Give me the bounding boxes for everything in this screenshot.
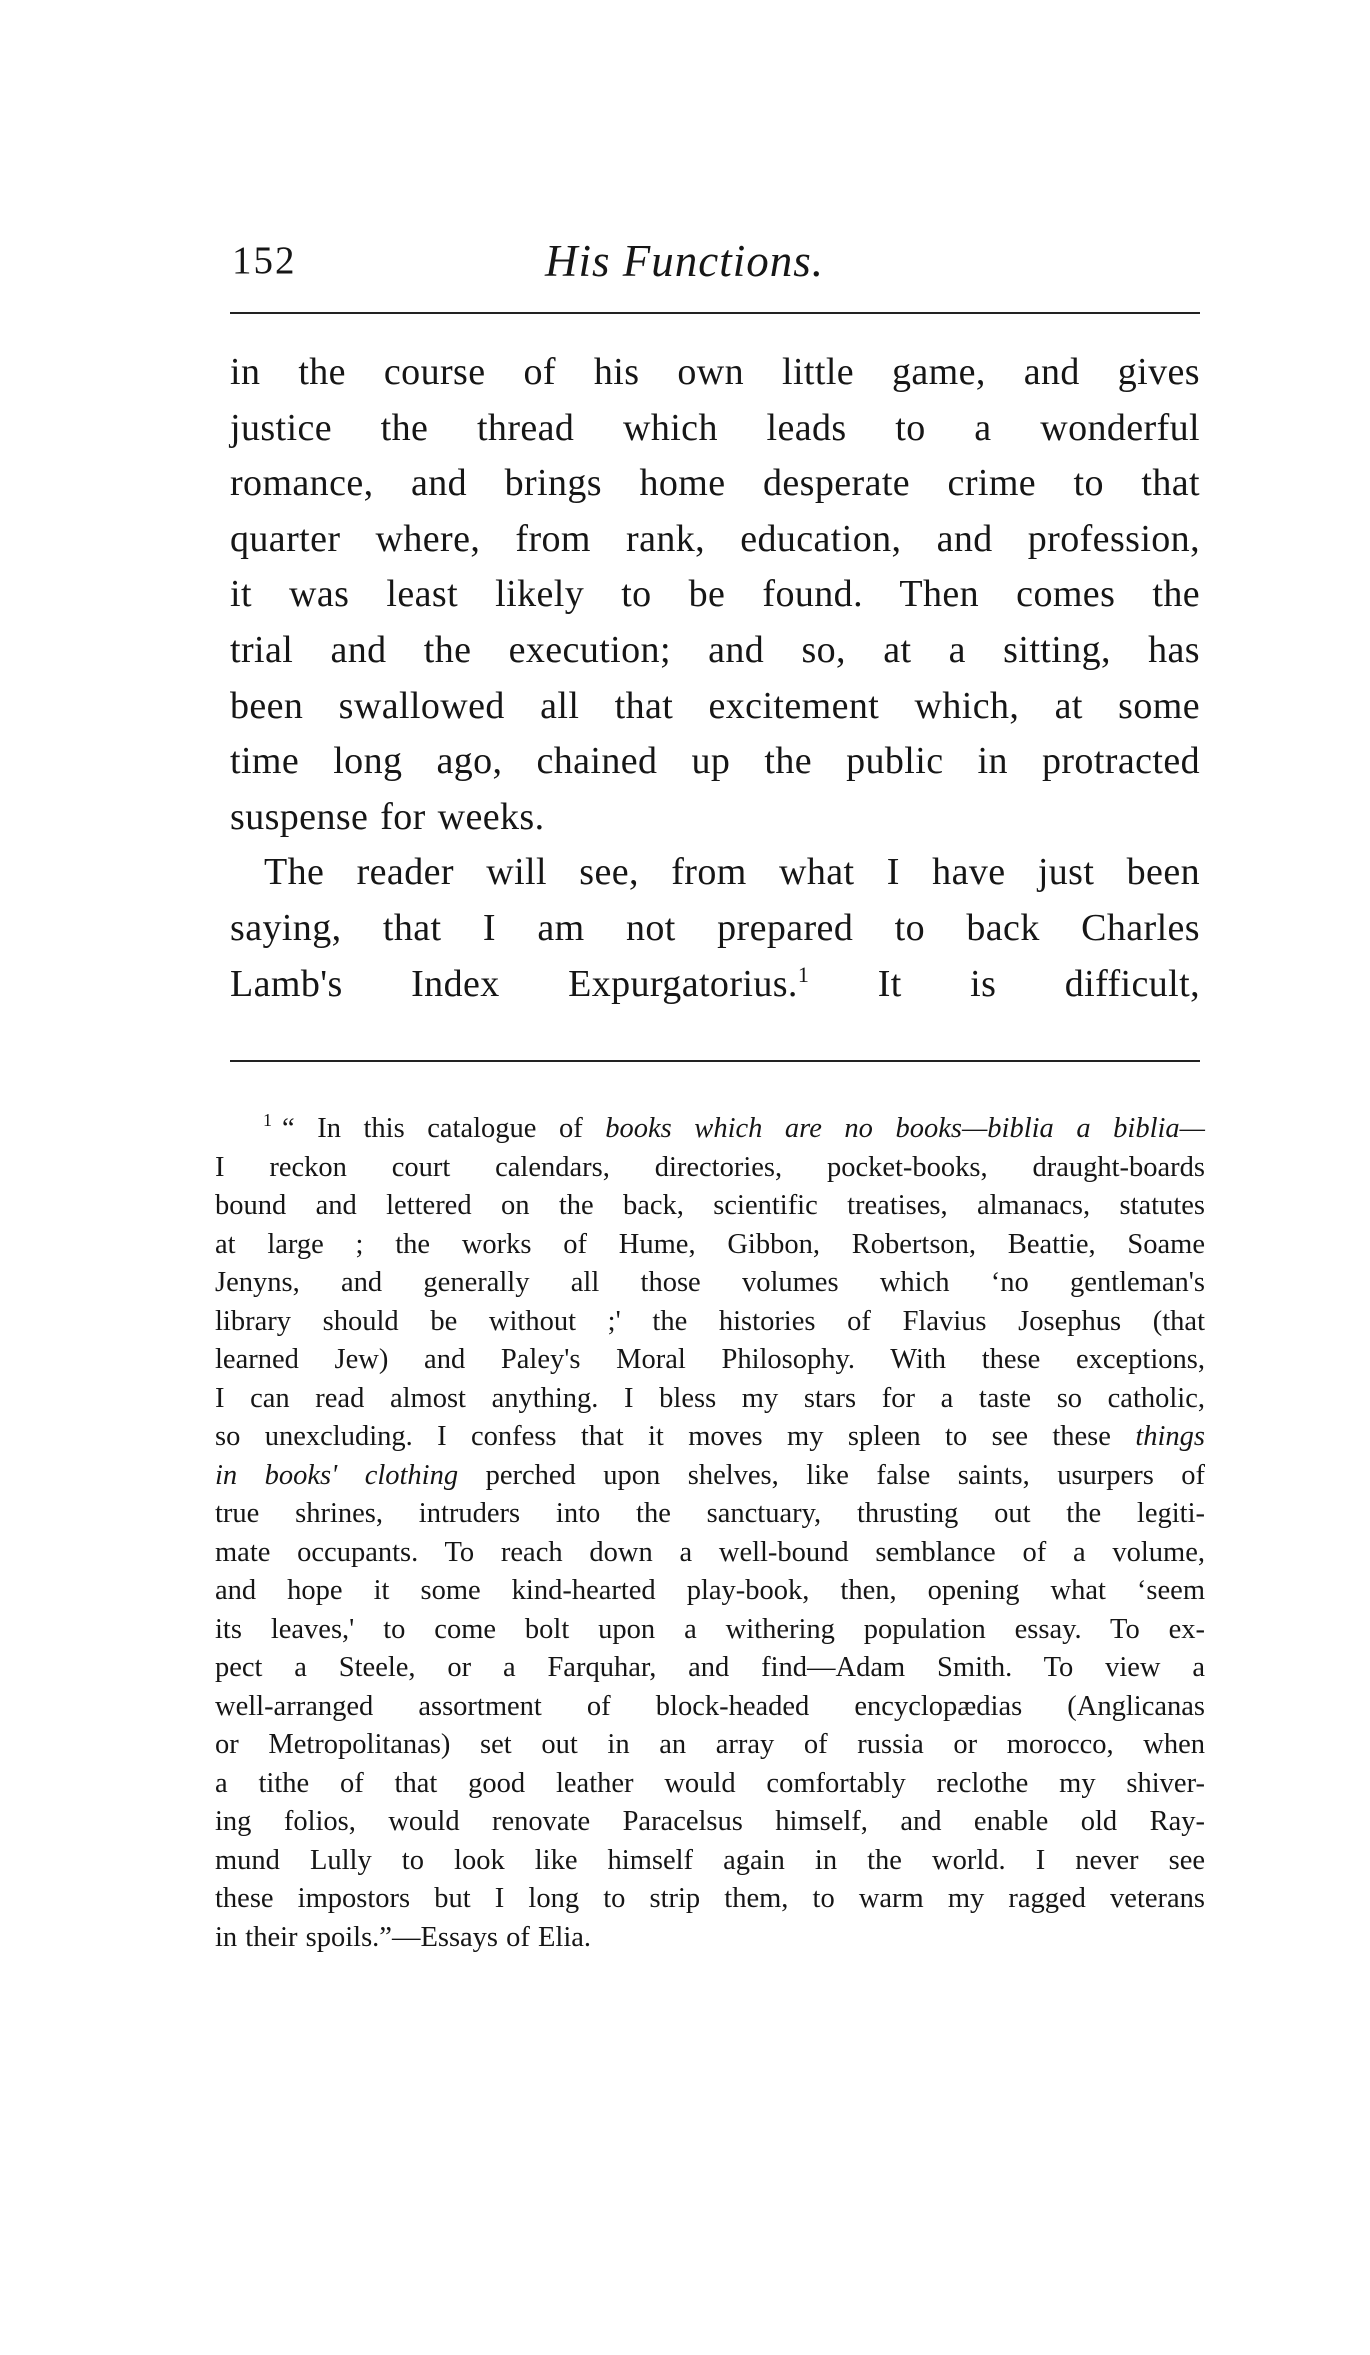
body-line: it was least likely to be found. Then comes the [230,573,1200,616]
footnote-italic-text: books which are no books—biblia a biblia— [605,1113,1206,1144]
footnote-line: at large ; the works of Hume, Gibbon, Robertson, Beattie, Soame [215,1228,1205,1260]
footnote [215,1110,1205,1957]
body-line: in the course of his own little game, and gives [230,351,1200,393]
footnote-line: learned Jew) and Paley's Moral Philosophy. With these exceptions, [215,1344,1205,1375]
body-line: trial and the execution; and so, at a sitting, has [230,628,1200,671]
footnote-line: these impostors but I long to strip them, to warm my ragged veterans [215,1883,1205,1914]
footnote-line: or Metropolitanas) set out in an array of russia or morocco, when [215,1729,1205,1760]
body-line-with-footnote-ref [230,957,1200,1013]
body-line: been swallowed all that excitement which, at some [230,684,1200,727]
body-text [230,345,1200,1012]
footnote-line: its leaves,' to come bolt upon a withering population essay. To ex- [215,1613,1205,1645]
footnote-line: I reckon court calendars, directories, pocket-books, draught-boards [215,1151,1205,1183]
footnote-line: and hope it some kind-hearted play-book, then, opening what ‘seem [215,1575,1205,1606]
running-head: His Functions. [545,236,824,286]
footnote-line [215,1457,1205,1496]
body-line: suspense for weeks. [230,795,545,838]
footnote-line: bound and lettered on the back, scientific treatises, almanacs, statutes [215,1190,1205,1221]
footnote-line: library should be without ;' the histories of Flavius Josephus (that [215,1305,1205,1337]
footnote-italic-text: in books' clothing [215,1459,459,1491]
body-line: saying, that I am not prepared to back Charles [230,906,1200,949]
footnote-marker: 1 [263,1110,272,1130]
footnote-line: well-arranged assortment of block-headed encyclopædias (Anglicanas [215,1690,1205,1722]
footnote-line: mate occupants. To reach down a well-bound semblance of a volume, [215,1536,1205,1568]
body-line: quarter where, from rank, education, and profession, [230,517,1200,560]
footnote-text: “ In this catalogue of [282,1113,583,1144]
body-line-text: Lamb's Index Expurgatorius. [230,962,798,1005]
paragraph-start-line: The reader will see, from what I have just been [264,851,1200,894]
footnote-line: true shrines, intruders into the sanctuary, thrusting out the legiti- [215,1498,1205,1529]
body-line-tail: It is difficult, [877,962,1200,1005]
footnote-line: Jenyns, and generally all those volumes which ‘no gentleman's [215,1267,1205,1298]
footnote-line: I can read almost anything. I bless my stars for a taste so catholic, [215,1382,1205,1414]
body-line: time long ago, chained up the public in protracted [230,740,1200,783]
page-number: 152 [232,239,297,282]
footnote-italic-text: things [1135,1421,1206,1452]
footnote-rule [230,1060,1200,1062]
page-header [230,236,1200,296]
footnote-line: a tithe of that good leather would comfortably reclothe my shiver- [215,1767,1205,1799]
body-line: romance, and brings home desperate crime to that [230,462,1200,505]
footnote-line: mund Lully to look like himself again in the world. I never see [215,1844,1205,1876]
footnote-line: pect a Steele, or a Farquhar, and find—Adam Smith. To view a [215,1652,1205,1683]
body-line: justice the thread which leads to a wonderful [230,406,1200,449]
footnote-text: so unexcluding. I confess that it moves my spleen to see these [215,1421,1111,1452]
footnote-text: perched upon shelves, like false saints, usurpers of [485,1459,1205,1491]
footnote-line: in their spoils.”—Essays of Elia. [215,1921,592,1953]
header-rule [230,312,1200,314]
footnote-line: ing folios, would renovate Paracelsus himself, and enable old Ray- [215,1806,1205,1837]
footnote-reference[interactable]: 1 [797,961,810,987]
footnote-line [215,1110,1205,1149]
footnote-line [215,1418,1205,1457]
